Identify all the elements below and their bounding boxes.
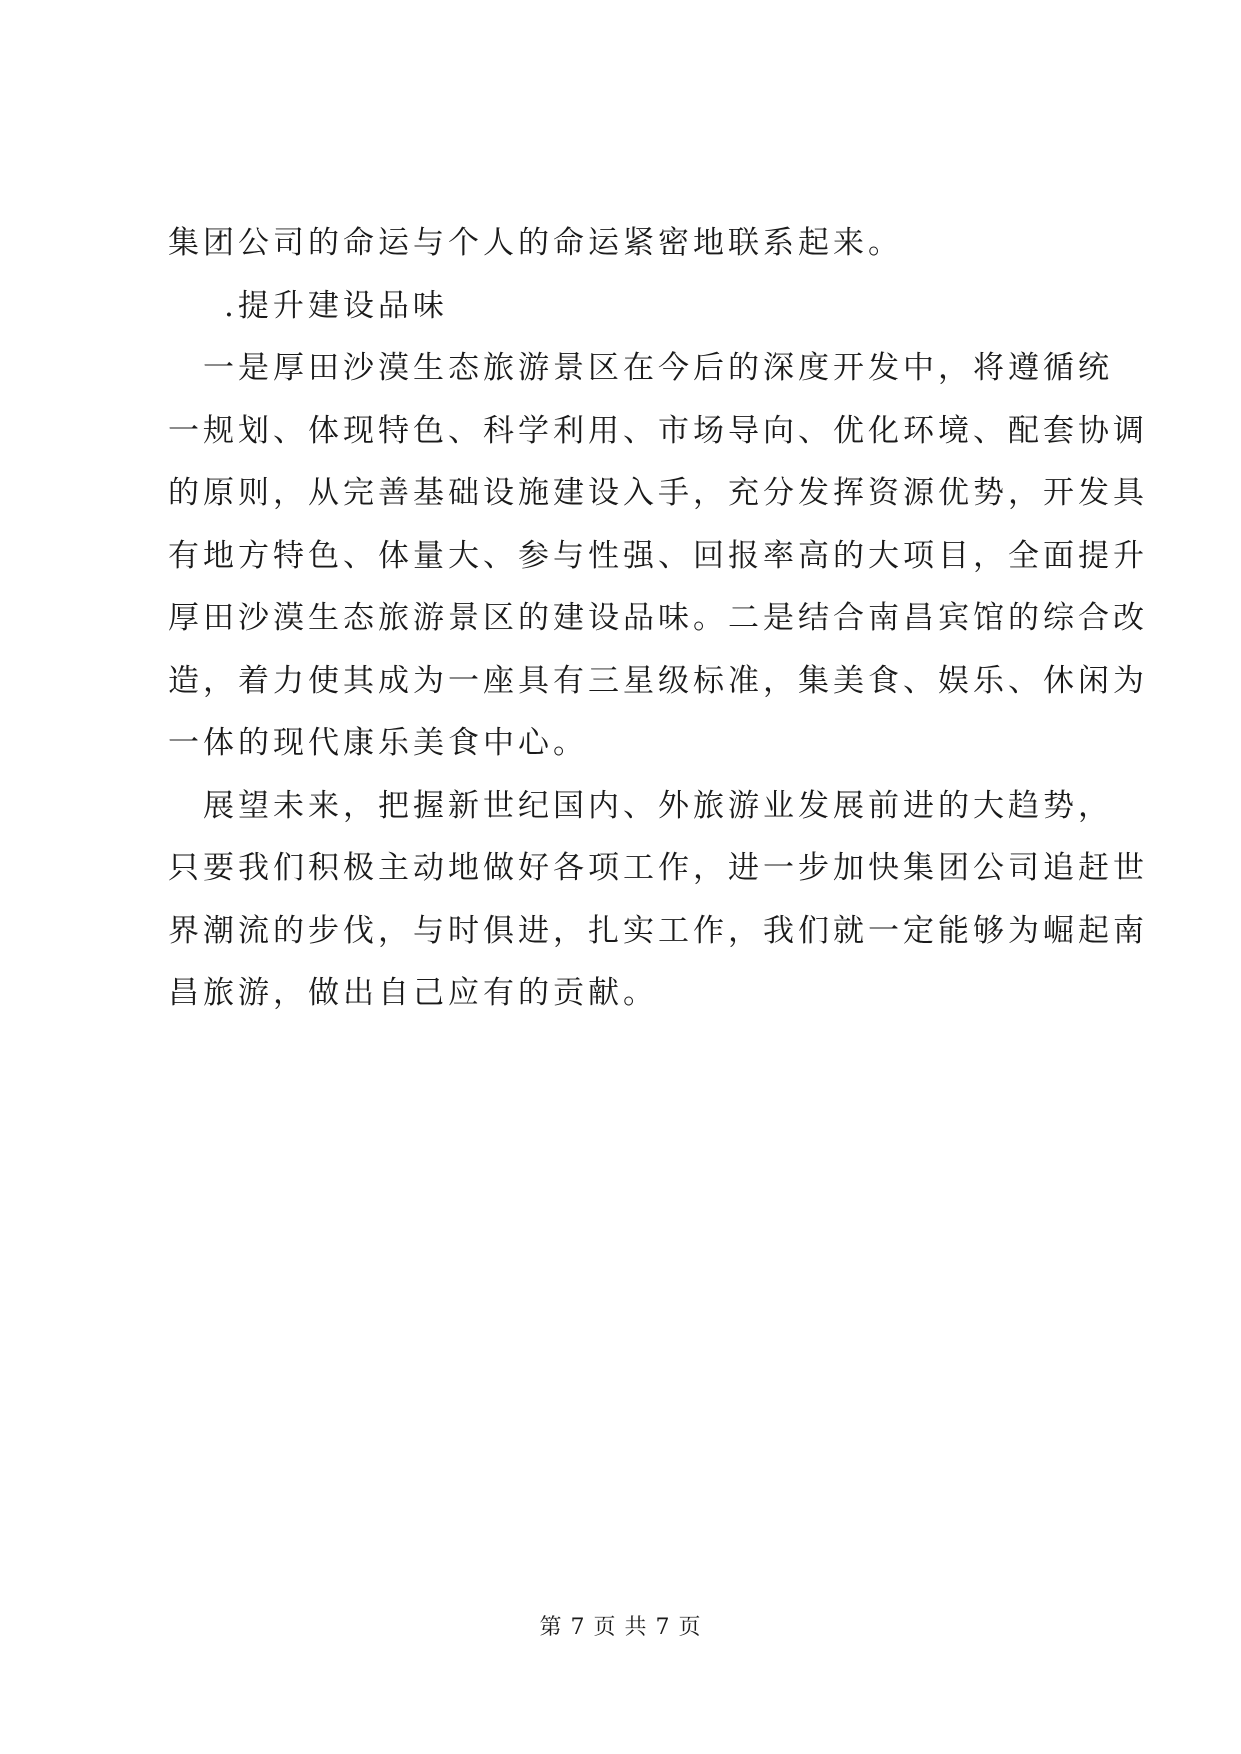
section-heading: .提升建设品味 — [224, 287, 448, 324]
paragraph-line: 一是厚田沙漠生态旅游景区在今后的深度开发中，将遵循统 — [168, 350, 1113, 386]
paragraph-line: 一体的现代康乐美食中心。 — [168, 725, 588, 761]
paragraph-line: 造，着力使其成为一座具有三星级标准，集美食、娱乐、休闲为 — [168, 662, 1148, 699]
paragraph-line: 界潮流的步伐，与时俱进，扎实工作，我们就一定能够为崛起南 — [168, 912, 1148, 949]
paragraph-line: 只要我们积极主动地做好各项工作，进一步加快集团公司追赶世 — [168, 850, 1148, 886]
page-number: 第 7 页 共 7 页 — [539, 1615, 702, 1640]
paragraph-line: 厚田沙漠生态旅游景区的建设品味。二是结合南昌宾馆的综合改 — [168, 600, 1148, 636]
paragraph-line: 展望未来，把握新世纪国内、外旅游业发展前进的大趋势， — [168, 787, 1113, 824]
paragraph-line: 一规划、体现特色、科学利用、市场导向、优化环境、配套协调 — [168, 412, 1148, 449]
paragraph-line: 昌旅游，做出自己应有的贡献。 — [168, 975, 658, 1011]
paragraph-line: 集团公司的命运与个人的命运紧密地联系起来。 — [168, 225, 903, 261]
document-body — [168, 212, 1148, 1025]
paragraph-line: 的原则，从完善基础设施建设入手，充分发挥资源优势，开发具 — [168, 475, 1148, 511]
paragraph-line: 有地方特色、体量大、参与性强、回报率高的大项目，全面提升 — [168, 537, 1148, 574]
